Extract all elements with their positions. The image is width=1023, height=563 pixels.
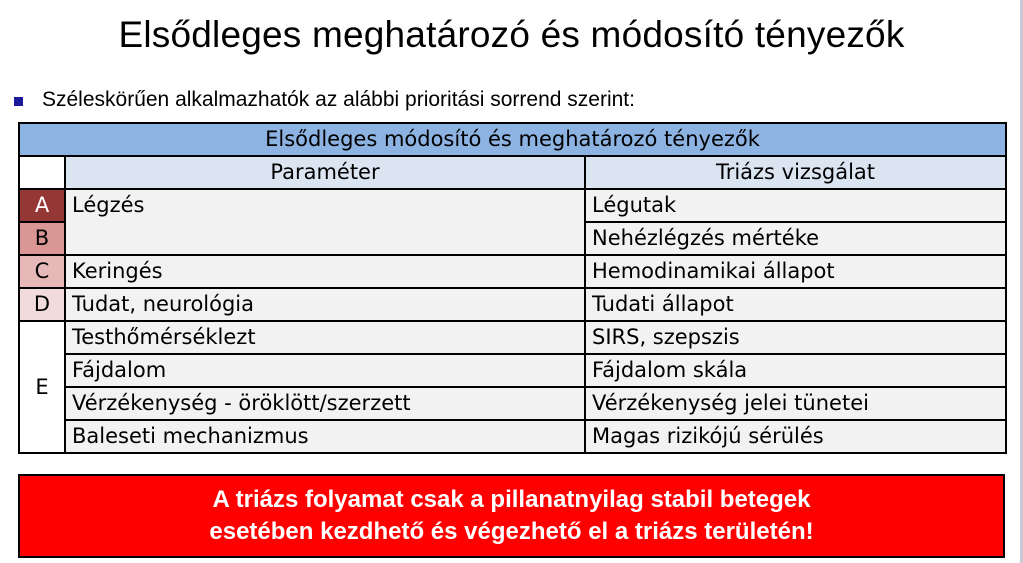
parameter-cell: Vérzékenység - öröklött/szerzett	[65, 387, 585, 420]
header-blank-cell	[19, 156, 65, 189]
parameter-cell: Fájdalom	[65, 354, 585, 387]
exam-cell: Fájdalom skála	[585, 354, 1006, 387]
header-parameter: Paraméter	[65, 156, 585, 189]
exam-cell: Magas rizikójú sérülés	[585, 420, 1006, 453]
exam-cell: Nehézlégzés mértéke	[585, 222, 1006, 255]
parameter-cell: Testhőmérséklezt	[65, 321, 585, 354]
letter-e: E	[19, 321, 65, 453]
bullet-text: Széleskörűen alkalmazhatók az alábbi prioritási sorrend szerint:	[42, 88, 635, 111]
table-row	[19, 420, 1006, 453]
warning-line-2: esetében kezdhető és végezhető el a triázs területén!	[209, 518, 814, 545]
warning-line-1: A triázs folyamat csak a pillanatnyilag stabil betegek	[212, 486, 811, 513]
exam-cell: Vérzékenység jelei tünetei	[585, 387, 1006, 420]
letter-c: C	[19, 255, 65, 288]
parameter-cell: Baleseti mechanizmus	[65, 420, 585, 453]
parameter-cell: Légzés	[65, 189, 585, 255]
table-row	[19, 321, 1006, 354]
exam-cell: Hemodinamikai állapot	[585, 255, 1006, 288]
warning-banner	[18, 474, 1005, 558]
triage-table	[18, 122, 1007, 454]
table-row	[19, 288, 1006, 321]
bullet-item	[14, 88, 635, 112]
parameter-cell: Tudat, neurológia	[65, 288, 585, 321]
table-caption-row	[19, 123, 1006, 156]
letter-d: D	[19, 288, 65, 321]
parameter-cell: Keringés	[65, 255, 585, 288]
table-row	[19, 189, 1006, 222]
letter-a: A	[19, 189, 65, 222]
letter-b: B	[19, 222, 65, 255]
exam-cell: Légutak	[585, 189, 1006, 222]
table-row	[19, 354, 1006, 387]
header-triage-exam: Triázs vizsgálat	[585, 156, 1006, 189]
table-row	[19, 387, 1006, 420]
exam-cell: SIRS, szepszis	[585, 321, 1006, 354]
square-bullet-icon	[14, 97, 23, 106]
table-header-row	[19, 156, 1006, 189]
table-row	[19, 255, 1006, 288]
table-caption: Elsődleges módosító és meghatározó tényezők	[19, 123, 1006, 156]
exam-cell: Tudati állapot	[585, 288, 1006, 321]
slide-title: Elsődleges meghatározó és módosító tényezők	[118, 14, 905, 55]
